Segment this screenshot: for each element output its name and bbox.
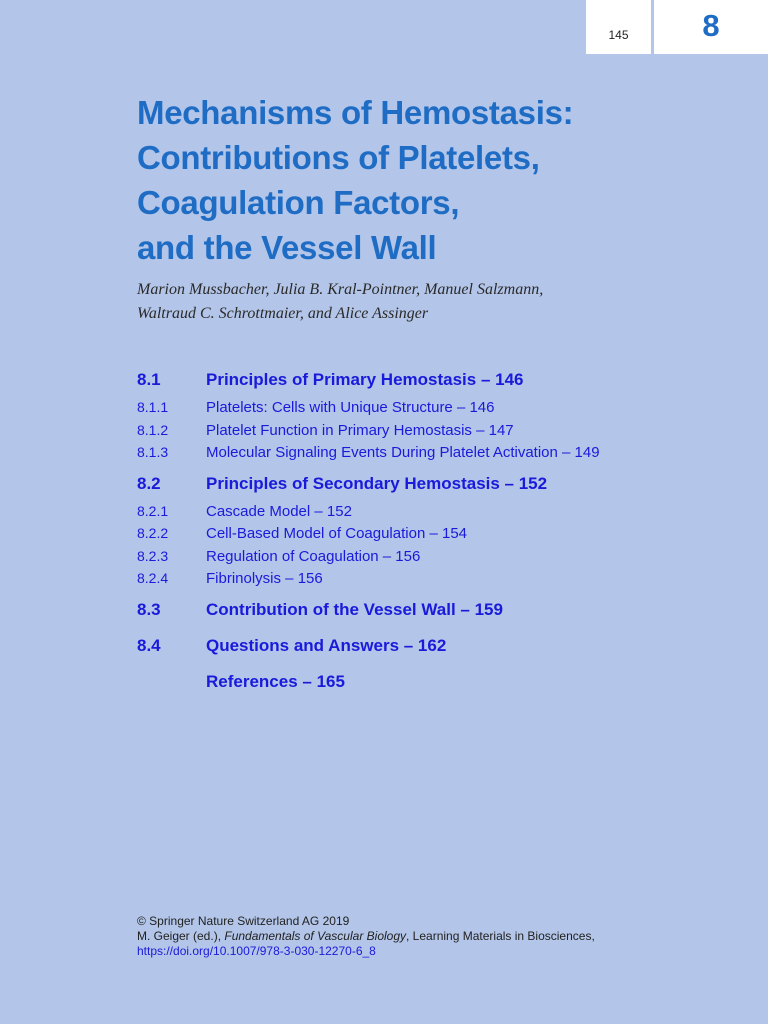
chapter-title-line: Contributions of Platelets, — [137, 139, 540, 176]
chapter-title-line: Mechanisms of Hemostasis: — [137, 94, 574, 131]
toc-entry-8-1-2[interactable] — [137, 419, 757, 442]
toc-entry-number: 8.4 — [137, 635, 161, 655]
toc-entry-number: 8.1.1 — [137, 399, 169, 415]
toc-entry-number: 8.2.4 — [137, 570, 169, 586]
toc-entry-8-2[interactable] — [137, 470, 757, 500]
toc-entry-link[interactable]: Regulation of Coagulation – 156 — [206, 547, 421, 565]
toc-entry-8-2-4[interactable] — [137, 567, 757, 590]
toc-entry-8-1-1[interactable] — [137, 396, 757, 419]
author-list — [137, 278, 737, 326]
toc-entry-link[interactable]: Cascade Model – 152 — [206, 502, 352, 520]
citation-prefix: M. Geiger (ed.), — [137, 929, 225, 943]
chapter-number-box — [654, 0, 768, 54]
chapter-title-line: and the Vessel Wall — [137, 229, 437, 266]
page-number: 145 — [608, 28, 629, 42]
author-line: Waltraud C. Schrottmaier, and Alice Assinger — [137, 305, 429, 322]
toc-entry-number: 8.1.3 — [137, 444, 169, 460]
toc-entry-8-2-1[interactable] — [137, 500, 757, 523]
toc-entry-number: 8.1.2 — [137, 421, 169, 438]
doi-link[interactable]: https://doi.org/10.1007/978-3-030-12270-6_8 — [137, 944, 376, 958]
toc-entry-link[interactable]: Molecular Signaling Events During Platelet Activation – 149 — [206, 444, 600, 461]
toc-entry-number: 8.2 — [137, 473, 161, 493]
toc-entry-8-2-2[interactable] — [137, 522, 757, 545]
toc-entry-link[interactable]: Questions and Answers – 162 — [206, 635, 447, 655]
citation-line — [137, 929, 737, 944]
toc-entry-8-1-3[interactable] — [137, 441, 757, 464]
toc-entry-8-4[interactable] — [137, 632, 757, 662]
toc-entry-link[interactable]: Cell-Based Model of Coagulation – 154 — [206, 525, 467, 542]
copyright-footer — [137, 914, 737, 959]
chapter-number: 8 — [702, 8, 720, 43]
copyright-line: © Springer Nature Switzerland AG 2019 — [137, 914, 350, 928]
toc-entry-link[interactable]: Principles of Primary Hemostasis – 146 — [206, 370, 524, 389]
author-line: Marion Mussbacher, Julia B. Kral-Pointner, Manuel Salzmann, — [137, 281, 544, 298]
toc-entry-8-1[interactable] — [137, 366, 757, 396]
toc-entry-number: 8.2.3 — [137, 547, 169, 564]
book-title: Fundamentals of Vascular Biology — [224, 929, 407, 943]
toc-entry-link[interactable]: Platelet Function in Primary Hemostasis – 147 — [206, 421, 514, 439]
toc-entry-number: 8.3 — [137, 599, 161, 619]
chapter-title-line: Coagulation Factors, — [137, 184, 460, 221]
toc-entry-link[interactable]: Fibrinolysis – 156 — [206, 570, 323, 587]
toc-entry-references[interactable] — [137, 668, 757, 698]
toc-entry-number: 8.2.2 — [137, 525, 169, 541]
toc-entry-link[interactable]: Principles of Secondary Hemostasis – 152 — [206, 473, 548, 493]
toc-entry-8-2-3[interactable] — [137, 545, 757, 568]
toc-entry-link[interactable]: Platelets: Cells with Unique Structure – 146 — [206, 399, 495, 416]
toc-entry-number: 8.1 — [137, 370, 161, 389]
toc-entry-link[interactable]: Contribution of the Vessel Wall – 159 — [206, 599, 503, 619]
page-number-box — [586, 0, 651, 54]
toc-entry-number: 8.2.1 — [137, 502, 169, 519]
toc-entry-link[interactable]: References – 165 — [206, 671, 345, 691]
toc-entry-8-3[interactable] — [137, 596, 757, 626]
table-of-contents — [137, 366, 757, 698]
citation-suffix: , Learning Materials in Biosciences, — [406, 929, 595, 943]
chapter-title — [137, 90, 737, 270]
